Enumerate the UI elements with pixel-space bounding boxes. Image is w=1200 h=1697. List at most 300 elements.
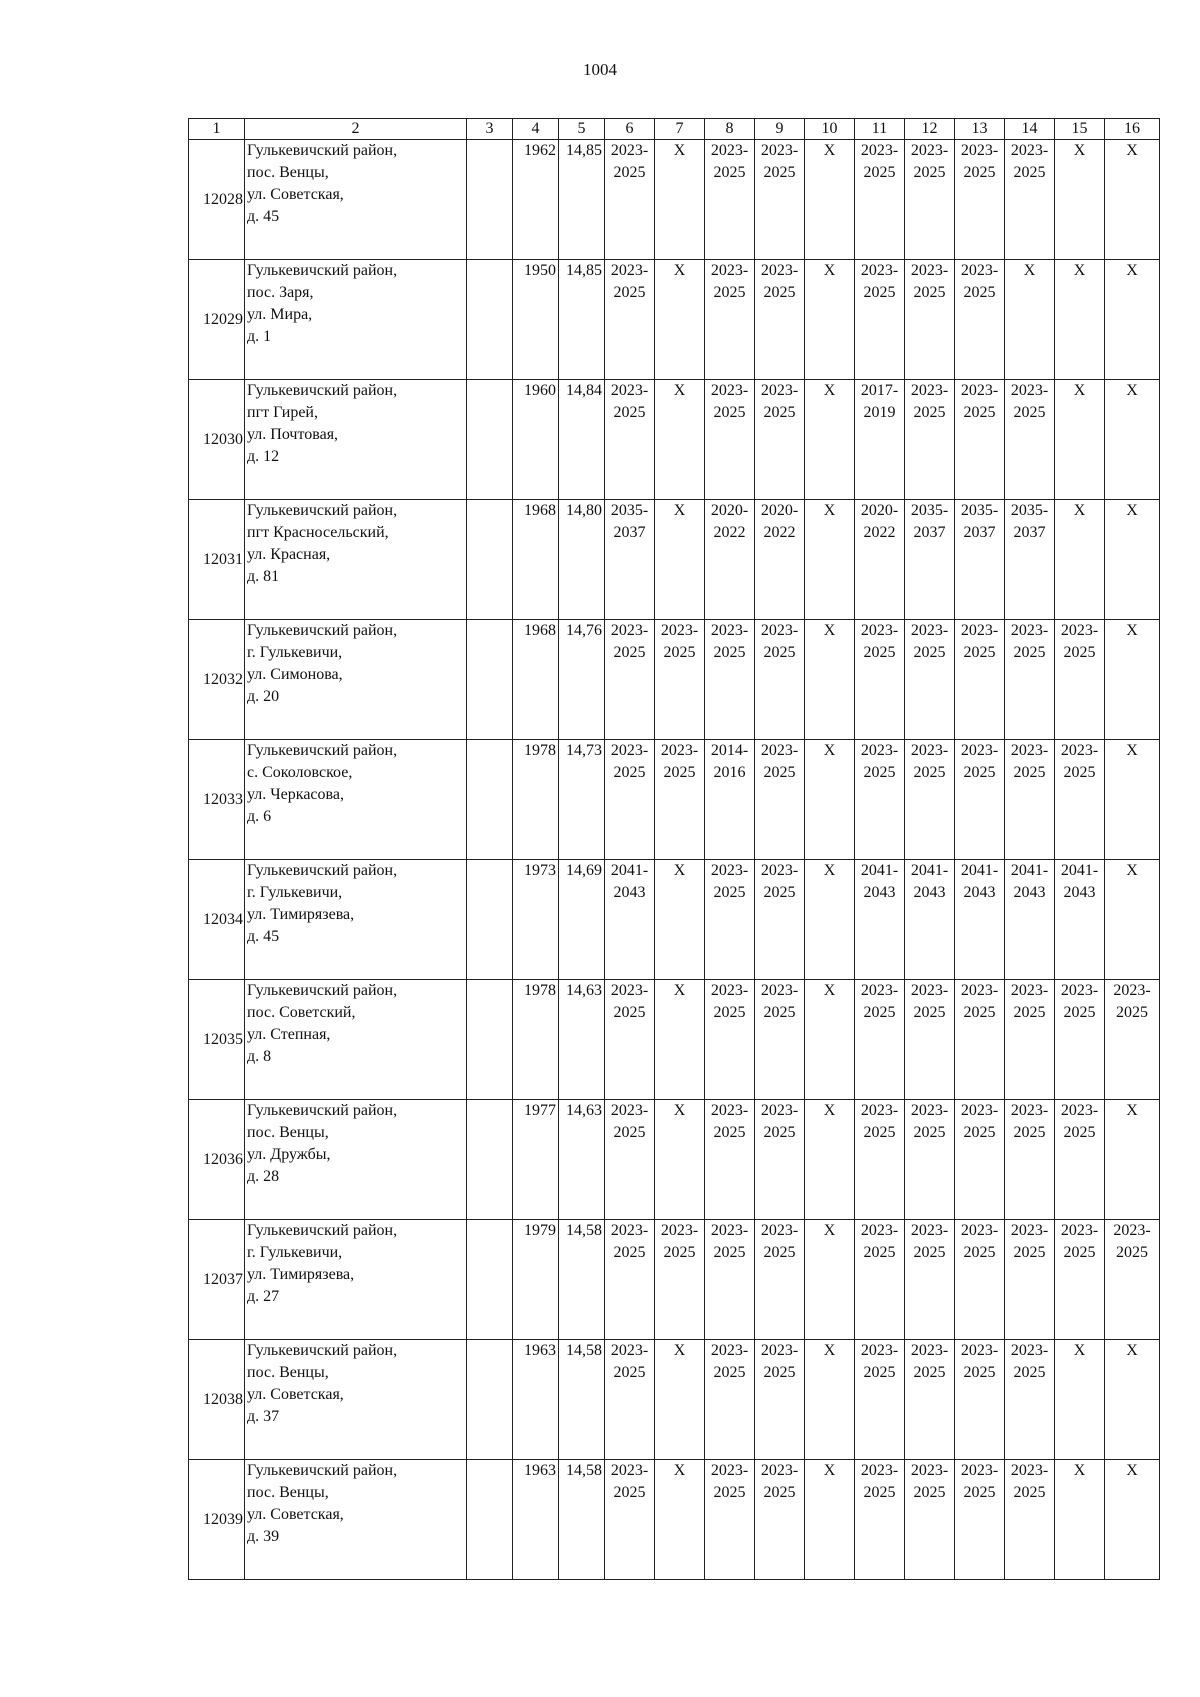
- period-cell-9: [755, 380, 805, 500]
- period-cell-14: [1005, 1340, 1055, 1460]
- period-cell-12: [905, 140, 955, 260]
- period-value: Х: [1126, 502, 1138, 519]
- row-number: 12028: [189, 140, 245, 260]
- period-cell-16: [1105, 500, 1160, 620]
- period-cell-6: [605, 620, 655, 740]
- table-row: [189, 740, 1160, 860]
- period-cell-6: [605, 980, 655, 1100]
- value-cell: 14,85: [559, 140, 605, 260]
- period-value: Х: [1073, 262, 1086, 279]
- address-line: д. 39: [247, 1528, 280, 1545]
- period-cell-16: [1105, 1100, 1160, 1220]
- table-row: [189, 860, 1160, 980]
- period-cell-13: [955, 980, 1005, 1100]
- period-value: Х: [1073, 1462, 1086, 1479]
- value-cell: 14,69: [559, 860, 605, 980]
- address-line: ул. Тимирязева,: [247, 1266, 355, 1283]
- table-row: [189, 980, 1160, 1100]
- period-cell-7: [655, 980, 705, 1100]
- address-line: Гулькевичский район,: [247, 1222, 398, 1239]
- period-value: 2041- 2043: [860, 862, 899, 901]
- period-value: 2020- 2022: [710, 502, 749, 541]
- column-3-cell: [467, 140, 513, 260]
- address-line: г. Гулькевичи,: [247, 884, 343, 901]
- period-cell-11: [855, 500, 905, 620]
- period-cell-8: [705, 380, 755, 500]
- period-cell-11: [855, 1220, 905, 1340]
- value-cell: 14,63: [559, 1100, 605, 1220]
- period-value: 2023- 2025: [910, 742, 949, 781]
- period-cell-8: [705, 1460, 755, 1580]
- period-cell-13: [955, 380, 1005, 500]
- address-line: Гулькевичский район,: [247, 1102, 398, 1119]
- period-value: 2023- 2025: [960, 622, 999, 661]
- period-value: 2023- 2025: [860, 622, 899, 661]
- period-cell-16: [1105, 380, 1160, 500]
- period-cell-16: [1105, 860, 1160, 980]
- table-row: [189, 1100, 1160, 1220]
- period-cell-8: [705, 1100, 755, 1220]
- period-cell-9: [755, 1460, 805, 1580]
- address-line: ул. Черкасова,: [247, 786, 344, 803]
- address-cell: [245, 860, 467, 980]
- period-value: 2023- 2025: [860, 982, 899, 1021]
- period-cell-10: [805, 1460, 855, 1580]
- period-value: 2023- 2025: [610, 382, 649, 421]
- period-value: 2041- 2043: [1060, 862, 1099, 901]
- address-line: Гулькевичский район,: [247, 142, 398, 159]
- period-cell-8: [705, 980, 755, 1100]
- period-cell-15: [1055, 1460, 1105, 1580]
- period-value: Х: [1073, 382, 1086, 399]
- period-value: 2020- 2022: [760, 502, 799, 541]
- period-value: 2035- 2037: [960, 502, 999, 541]
- table-row: [189, 260, 1160, 380]
- address-line: ул. Дружбы,: [247, 1146, 331, 1163]
- year-cell: 1978: [513, 980, 559, 1100]
- period-cell-15: [1055, 740, 1105, 860]
- period-cell-13: [955, 140, 1005, 260]
- address-line: д. 20: [247, 688, 280, 705]
- period-value: 2023- 2025: [860, 1222, 899, 1261]
- period-cell-10: [805, 1100, 855, 1220]
- period-cell-14: [1005, 140, 1055, 260]
- period-cell-7: [655, 1460, 705, 1580]
- column-header-12: 12: [905, 119, 955, 140]
- period-value: 2023- 2025: [910, 1102, 949, 1141]
- address-line: Гулькевичский район,: [247, 982, 398, 999]
- period-value: 2023- 2025: [860, 1462, 899, 1501]
- period-cell-7: [655, 740, 705, 860]
- period-cell-10: [805, 620, 855, 740]
- period-value: Х: [823, 382, 836, 399]
- column-header-14: 14: [1005, 119, 1055, 140]
- address-line: пгт Гирей,: [247, 404, 318, 421]
- period-value: 2023- 2025: [1060, 742, 1099, 781]
- period-value: 2020- 2022: [860, 502, 899, 541]
- period-value: 2023- 2025: [710, 1222, 749, 1261]
- column-header-7: 7: [655, 119, 705, 140]
- period-value: Х: [1126, 1462, 1138, 1479]
- period-cell-6: [605, 1340, 655, 1460]
- column-header-5: 5: [559, 119, 605, 140]
- period-cell-8: [705, 1340, 755, 1460]
- period-value: 2023- 2025: [610, 1222, 649, 1261]
- period-value: 2023- 2025: [1010, 1222, 1049, 1261]
- period-value: 2023- 2025: [710, 1462, 749, 1501]
- period-value: Х: [823, 262, 836, 279]
- period-cell-8: [705, 620, 755, 740]
- address-line: пгт Красносельский,: [247, 524, 389, 541]
- period-value: 2035- 2037: [910, 502, 949, 541]
- period-cell-12: [905, 860, 955, 980]
- period-cell-6: [605, 740, 655, 860]
- period-value: 2023- 2025: [610, 262, 649, 301]
- period-cell-11: [855, 860, 905, 980]
- period-cell-10: [805, 260, 855, 380]
- period-value: Х: [823, 142, 836, 159]
- period-cell-6: [605, 260, 655, 380]
- year-cell: 1960: [513, 380, 559, 500]
- period-cell-11: [855, 380, 905, 500]
- column-header-8: 8: [705, 119, 755, 140]
- period-value: 2023- 2025: [910, 622, 949, 661]
- period-value: 2023- 2025: [960, 1102, 999, 1141]
- period-cell-8: [705, 500, 755, 620]
- period-value: 2023- 2025: [1010, 622, 1049, 661]
- address-line: д. 6: [247, 808, 272, 825]
- period-cell-13: [955, 740, 1005, 860]
- address-line: д. 8: [247, 1048, 272, 1065]
- period-value: 2023- 2025: [610, 1102, 649, 1141]
- period-cell-7: [655, 1340, 705, 1460]
- year-cell: 1968: [513, 620, 559, 740]
- period-value: 2023- 2025: [660, 622, 699, 661]
- period-value: 2023- 2025: [860, 262, 899, 301]
- period-cell-8: [705, 260, 755, 380]
- address-line: Гулькевичский район,: [247, 262, 398, 279]
- period-value: 2023- 2025: [960, 742, 999, 781]
- period-cell-12: [905, 1220, 955, 1340]
- column-header-10: 10: [805, 119, 855, 140]
- period-value: 2023- 2025: [960, 1222, 999, 1261]
- row-number: 12031: [189, 500, 245, 620]
- period-cell-7: [655, 1220, 705, 1340]
- column-3-cell: [467, 1460, 513, 1580]
- period-cell-9: [755, 620, 805, 740]
- period-value: 2023- 2025: [910, 382, 949, 421]
- period-cell-14: [1005, 740, 1055, 860]
- period-value: 2023- 2025: [610, 982, 649, 1021]
- address-cell: [245, 980, 467, 1100]
- period-value: Х: [823, 1342, 836, 1359]
- period-cell-9: [755, 1220, 805, 1340]
- period-cell-13: [955, 860, 1005, 980]
- period-value: Х: [673, 382, 686, 399]
- period-cell-14: [1005, 1460, 1055, 1580]
- period-cell-15: [1055, 380, 1105, 500]
- period-value: 2023- 2025: [610, 1342, 649, 1381]
- period-cell-12: [905, 620, 955, 740]
- address-line: ул. Красная,: [247, 546, 331, 563]
- address-line: д. 28: [247, 1168, 280, 1185]
- period-cell-16: [1105, 620, 1160, 740]
- period-cell-7: [655, 860, 705, 980]
- period-cell-10: [805, 1220, 855, 1340]
- period-value: 2014- 2016: [710, 742, 749, 781]
- address-line: пос. Венцы,: [247, 1124, 329, 1141]
- period-value: Х: [1126, 622, 1138, 639]
- address-line: ул. Мира,: [247, 306, 313, 323]
- address-line: пос. Венцы,: [247, 164, 329, 181]
- period-value: Х: [823, 502, 836, 519]
- period-cell-9: [755, 140, 805, 260]
- column-number-row: [189, 119, 1160, 140]
- table-row: [189, 1220, 1160, 1340]
- year-cell: 1962: [513, 140, 559, 260]
- period-value: 2023- 2025: [910, 262, 949, 301]
- period-cell-12: [905, 1340, 955, 1460]
- period-cell-14: [1005, 380, 1055, 500]
- column-3-cell: [467, 1220, 513, 1340]
- period-value: Х: [673, 262, 686, 279]
- table-row: [189, 1340, 1160, 1460]
- period-cell-16: [1105, 260, 1160, 380]
- address-line: Гулькевичский район,: [247, 382, 398, 399]
- column-header-13: 13: [955, 119, 1005, 140]
- column-3-cell: [467, 500, 513, 620]
- address-line: пос. Венцы,: [247, 1364, 329, 1381]
- period-cell-6: [605, 380, 655, 500]
- period-value: Х: [1073, 1342, 1086, 1359]
- period-value: Х: [823, 1102, 836, 1119]
- period-value: Х: [673, 1102, 686, 1119]
- period-value: 2017- 2019: [860, 382, 899, 421]
- period-value: 2023- 2025: [1010, 382, 1049, 421]
- row-number: 12032: [189, 620, 245, 740]
- address-line: ул. Советская,: [247, 1386, 344, 1403]
- column-header-2: 2: [245, 119, 467, 140]
- period-cell-10: [805, 740, 855, 860]
- address-line: пос. Заря,: [247, 284, 314, 301]
- period-value: Х: [1126, 1342, 1138, 1359]
- period-value: 2023- 2025: [860, 142, 899, 181]
- period-value: Х: [823, 622, 836, 639]
- period-cell-11: [855, 1460, 905, 1580]
- period-cell-7: [655, 1100, 705, 1220]
- period-cell-12: [905, 740, 955, 860]
- period-value: 2023- 2025: [1060, 622, 1099, 661]
- period-value: 2023- 2025: [910, 1462, 949, 1501]
- period-cell-16: [1105, 740, 1160, 860]
- address-cell: [245, 1460, 467, 1580]
- period-value: 2023- 2025: [760, 142, 799, 181]
- period-cell-7: [655, 380, 705, 500]
- period-cell-9: [755, 740, 805, 860]
- period-cell-11: [855, 980, 905, 1100]
- period-value: 2023- 2025: [910, 982, 949, 1021]
- period-cell-11: [855, 140, 905, 260]
- period-value: Х: [1023, 262, 1036, 279]
- row-number: 12036: [189, 1100, 245, 1220]
- address-line: Гулькевичский район,: [247, 1342, 398, 1359]
- address-line: д. 12: [247, 448, 280, 465]
- year-cell: 1963: [513, 1460, 559, 1580]
- period-value: 2023- 2025: [960, 1462, 999, 1501]
- table-row: [189, 1460, 1160, 1580]
- period-value: 2035- 2037: [1010, 502, 1049, 541]
- period-cell-16: [1105, 140, 1160, 260]
- period-cell-6: [605, 1460, 655, 1580]
- address-line: ул. Симонова,: [247, 666, 343, 683]
- period-value: 2023- 2025: [860, 742, 899, 781]
- period-cell-13: [955, 1340, 1005, 1460]
- period-cell-10: [805, 860, 855, 980]
- period-cell-11: [855, 740, 905, 860]
- period-value: Х: [823, 1462, 836, 1479]
- row-number: 12034: [189, 860, 245, 980]
- address-cell: [245, 1340, 467, 1460]
- period-cell-12: [905, 980, 955, 1100]
- period-value: 2023- 2025: [760, 742, 799, 781]
- period-cell-16: [1105, 1460, 1160, 1580]
- period-cell-11: [855, 1340, 905, 1460]
- period-cell-15: [1055, 140, 1105, 260]
- table-row: [189, 620, 1160, 740]
- address-line: пос. Венцы,: [247, 1484, 329, 1501]
- period-cell-13: [955, 620, 1005, 740]
- period-cell-6: [605, 140, 655, 260]
- period-cell-7: [655, 260, 705, 380]
- period-value: 2023- 2025: [1010, 1342, 1049, 1381]
- table-row: [189, 140, 1160, 260]
- period-value: 2023- 2025: [760, 1462, 799, 1501]
- period-cell-10: [805, 500, 855, 620]
- period-value: 2023- 2025: [960, 982, 999, 1021]
- period-cell-14: [1005, 620, 1055, 740]
- period-cell-6: [605, 860, 655, 980]
- period-cell-15: [1055, 1340, 1105, 1460]
- period-cell-14: [1005, 260, 1055, 380]
- period-cell-12: [905, 1100, 955, 1220]
- period-cell-14: [1005, 500, 1055, 620]
- column-3-cell: [467, 260, 513, 380]
- period-value: 2023- 2025: [760, 1102, 799, 1141]
- address-cell: [245, 380, 467, 500]
- table-body: [189, 140, 1160, 1580]
- period-value: 2023- 2025: [1060, 1102, 1099, 1141]
- period-value: 2023- 2025: [610, 742, 649, 781]
- period-value: 2023- 2025: [660, 742, 699, 781]
- column-3-cell: [467, 1340, 513, 1460]
- period-value: 2023- 2025: [1010, 1102, 1049, 1141]
- period-value: 2023- 2025: [610, 622, 649, 661]
- address-line: д. 45: [247, 208, 280, 225]
- period-value: Х: [823, 862, 836, 879]
- period-value: 2041- 2043: [610, 862, 649, 901]
- address-line: г. Гулькевичи,: [247, 1244, 343, 1261]
- year-cell: 1950: [513, 260, 559, 380]
- period-cell-7: [655, 500, 705, 620]
- period-cell-11: [855, 260, 905, 380]
- column-3-cell: [467, 380, 513, 500]
- address-line: г. Гулькевичи,: [247, 644, 343, 661]
- period-value: Х: [673, 142, 686, 159]
- period-value: 2023- 2025: [1010, 742, 1049, 781]
- period-value: 2023- 2025: [710, 1102, 749, 1141]
- period-cell-8: [705, 860, 755, 980]
- period-cell-10: [805, 140, 855, 260]
- address-line: д. 45: [247, 928, 280, 945]
- period-value: 2023- 2025: [1060, 1222, 1099, 1261]
- year-cell: 1963: [513, 1340, 559, 1460]
- address-cell: [245, 740, 467, 860]
- period-cell-10: [805, 380, 855, 500]
- period-cell-12: [905, 260, 955, 380]
- period-value: 2023- 2025: [1010, 1462, 1049, 1501]
- period-value: 2023- 2025: [960, 142, 999, 181]
- period-value: 2023- 2025: [710, 862, 749, 901]
- address-line: ул. Почтовая,: [247, 426, 339, 443]
- period-value: 2023- 2025: [710, 1342, 749, 1381]
- period-value: 2023- 2025: [760, 862, 799, 901]
- period-cell-6: [605, 1100, 655, 1220]
- period-value: Х: [1126, 382, 1138, 399]
- housing-register-table: [188, 118, 1160, 1580]
- address-cell: [245, 260, 467, 380]
- period-value: 2023- 2025: [660, 1222, 699, 1261]
- period-cell-13: [955, 1220, 1005, 1340]
- period-value: Х: [673, 1342, 686, 1359]
- column-3-cell: [467, 740, 513, 860]
- period-value: Х: [1073, 142, 1086, 159]
- address-cell: [245, 140, 467, 260]
- period-cell-16: [1105, 1340, 1160, 1460]
- period-value: 2023- 2025: [1113, 982, 1151, 1021]
- row-number: 12037: [189, 1220, 245, 1340]
- row-number: 12033: [189, 740, 245, 860]
- year-cell: 1973: [513, 860, 559, 980]
- period-cell-16: [1105, 1220, 1160, 1340]
- year-cell: 1979: [513, 1220, 559, 1340]
- period-cell-12: [905, 1460, 955, 1580]
- address-line: Гулькевичский район,: [247, 862, 398, 879]
- period-cell-14: [1005, 1100, 1055, 1220]
- period-value: Х: [1126, 142, 1138, 159]
- period-cell-12: [905, 380, 955, 500]
- period-cell-9: [755, 500, 805, 620]
- column-header-1: 1: [189, 119, 245, 140]
- period-cell-9: [755, 860, 805, 980]
- value-cell: 14,76: [559, 620, 605, 740]
- row-number: 12039: [189, 1460, 245, 1580]
- period-value: Х: [1073, 502, 1086, 519]
- value-cell: 14,58: [559, 1460, 605, 1580]
- row-number: 12035: [189, 980, 245, 1100]
- period-value: 2023- 2025: [1010, 982, 1049, 1021]
- address-line: с. Соколовское,: [247, 764, 353, 781]
- column-header-16: 16: [1105, 119, 1160, 140]
- column-header-11: 11: [855, 119, 905, 140]
- period-cell-15: [1055, 980, 1105, 1100]
- period-value: 2023- 2025: [710, 382, 749, 421]
- row-number: 12029: [189, 260, 245, 380]
- address-line: ул. Советская,: [247, 1506, 344, 1523]
- period-value: 2023- 2025: [760, 1222, 799, 1261]
- period-cell-15: [1055, 860, 1105, 980]
- period-value: 2023- 2025: [610, 1462, 649, 1501]
- period-value: Х: [823, 982, 836, 999]
